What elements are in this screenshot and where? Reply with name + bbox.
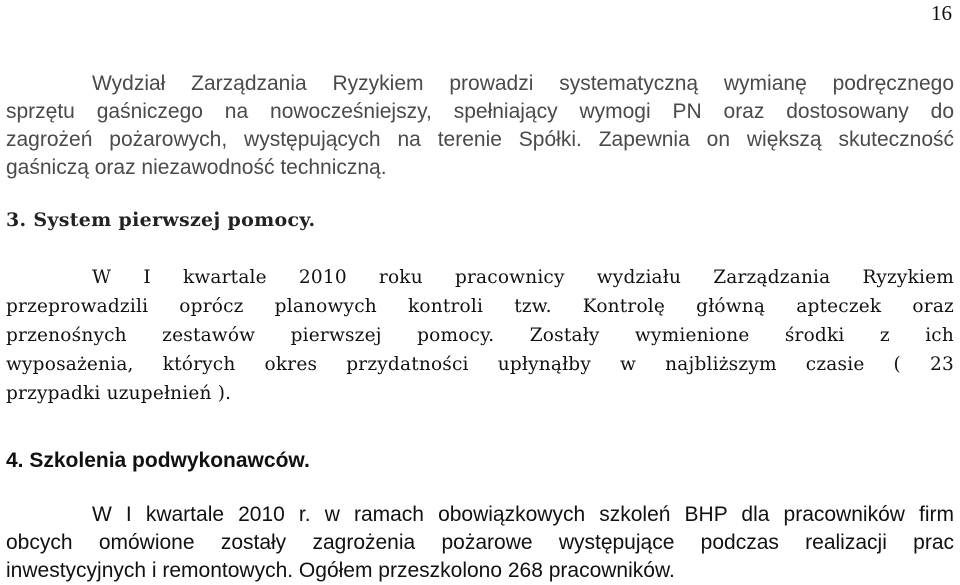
intro-line: zagrożeń pożarowych, występujących na terenie Spółki. Zapewnia on większą skuteczność (6, 128, 954, 151)
intro-line: Wydział Zarządzania Ryzykiem prowadzi systematyczną wymianę podręcznego (92, 72, 954, 95)
section-4-line: inwestycyjnych i remontowych. Ogółem przeszkolono 268 pracowników. (6, 559, 675, 582)
intro-line: sprzętu gaśniczego na nowocześniejszy, spełniający wymogi PN oraz dostosowany do (6, 100, 954, 123)
section-4-paragraph (6, 501, 954, 585)
section-3-line: W I kwartale 2010 roku pracownicy wydziału Zarządzania Ryzykiem (92, 267, 954, 288)
intro-paragraph (6, 70, 954, 182)
section-3-heading: 3. System pierwszej pomocy. (6, 209, 316, 231)
section-3-line: przypadki uzupełnień ). (6, 383, 232, 404)
page-number: 16 (931, 1, 952, 25)
section-4-heading: 4. Szkolenia podwykonawców. (6, 449, 310, 472)
section-4-line: obcych omówione zostały zagrożenia pożarowe występujące podczas realizacji prac (6, 531, 954, 554)
section-4-line: W I kwartale 2010 r. w ramach obowiązkowych szkoleń BHP dla pracowników firm (92, 503, 954, 526)
section-3-paragraph (6, 263, 954, 408)
section-3-line: wyposażenia, których okres przydatności upłynąłby w najbliższym czasie ( 23 (6, 354, 954, 375)
section-3-line: przenośnych zestawów pierwszej pomocy. Zostały wymienione środki z ich (6, 325, 954, 346)
section-3-line: przeprowadzili oprócz planowych kontroli tzw. Kontrolę główną apteczek oraz (6, 296, 954, 317)
intro-line: gaśniczą oraz niezawodność techniczną. (6, 156, 387, 179)
